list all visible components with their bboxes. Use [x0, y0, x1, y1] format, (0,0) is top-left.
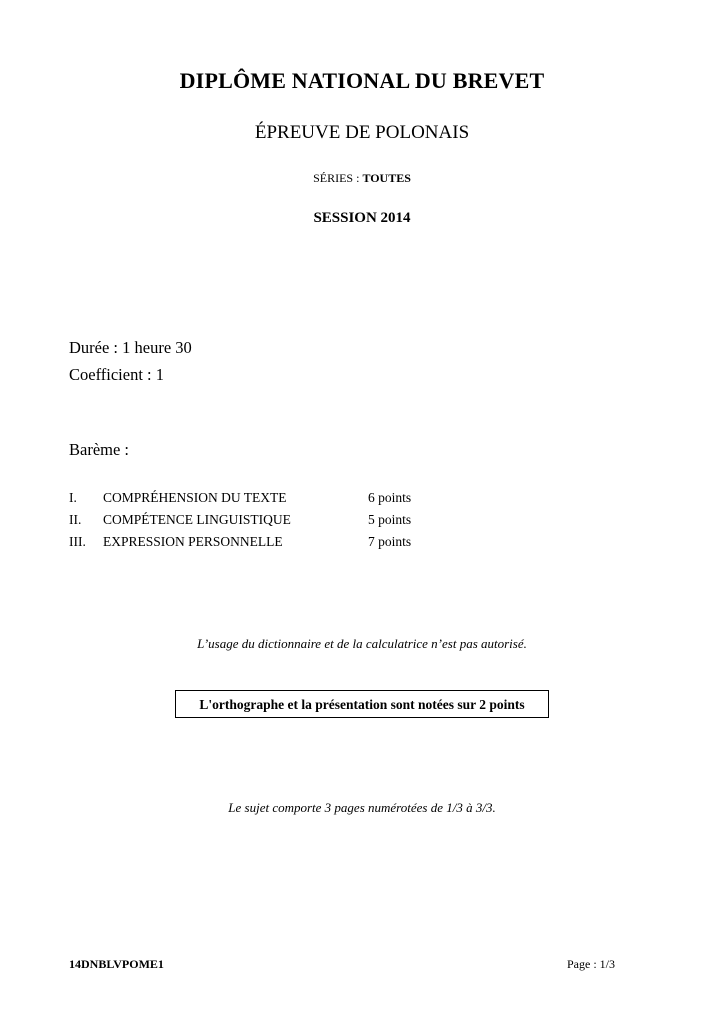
bareme-row-number: I. — [69, 490, 77, 505]
footer-page-number: Page : 1/3 — [567, 957, 615, 971]
orthography-box: L'orthographe et la présentation sont notées sur 2 points — [175, 690, 549, 718]
bareme-row-number: II. — [69, 512, 82, 527]
series-value: TOUTES — [362, 171, 411, 185]
series-label: SÉRIES : — [313, 171, 363, 185]
duration-text: Durée : 1 heure 30 — [69, 338, 192, 357]
bareme-row-label: COMPRÉHENSION DU TEXTE — [103, 490, 287, 505]
dictionary-note-text: L’usage du dictionnaire et de la calculatrice n’est pas autorisé. — [197, 636, 527, 651]
document-title: DIPLÔME NATIONAL DU BREVET — [179, 68, 545, 93]
dictionary-note — [0, 636, 724, 652]
coefficient-text: Coefficient : 1 — [69, 365, 165, 384]
session-title: SESSION 2014 — [313, 210, 411, 226]
bareme-row-points: 7 points — [368, 534, 412, 549]
bareme-row-number: III. — [69, 534, 86, 549]
bareme-title: Barème : — [69, 440, 130, 459]
footer-exam-code: 14DNBLVPOME1 — [69, 957, 164, 971]
bareme-row — [69, 490, 449, 508]
bareme-row-points: 6 points — [368, 490, 412, 505]
bareme-row — [69, 534, 449, 552]
exam-subject: ÉPREUVE DE POLONAIS — [254, 122, 470, 143]
bareme-row-points: 5 points — [368, 512, 412, 527]
series-line — [0, 171, 724, 186]
bareme-row-label: EXPRESSION PERSONNELLE — [103, 534, 283, 549]
bareme-row-label: COMPÉTENCE LINGUISTIQUE — [103, 512, 291, 527]
pages-note: Le sujet comporte 3 pages numérotées de 1/3 à 3/3. — [228, 800, 496, 815]
bareme-row — [69, 512, 449, 530]
